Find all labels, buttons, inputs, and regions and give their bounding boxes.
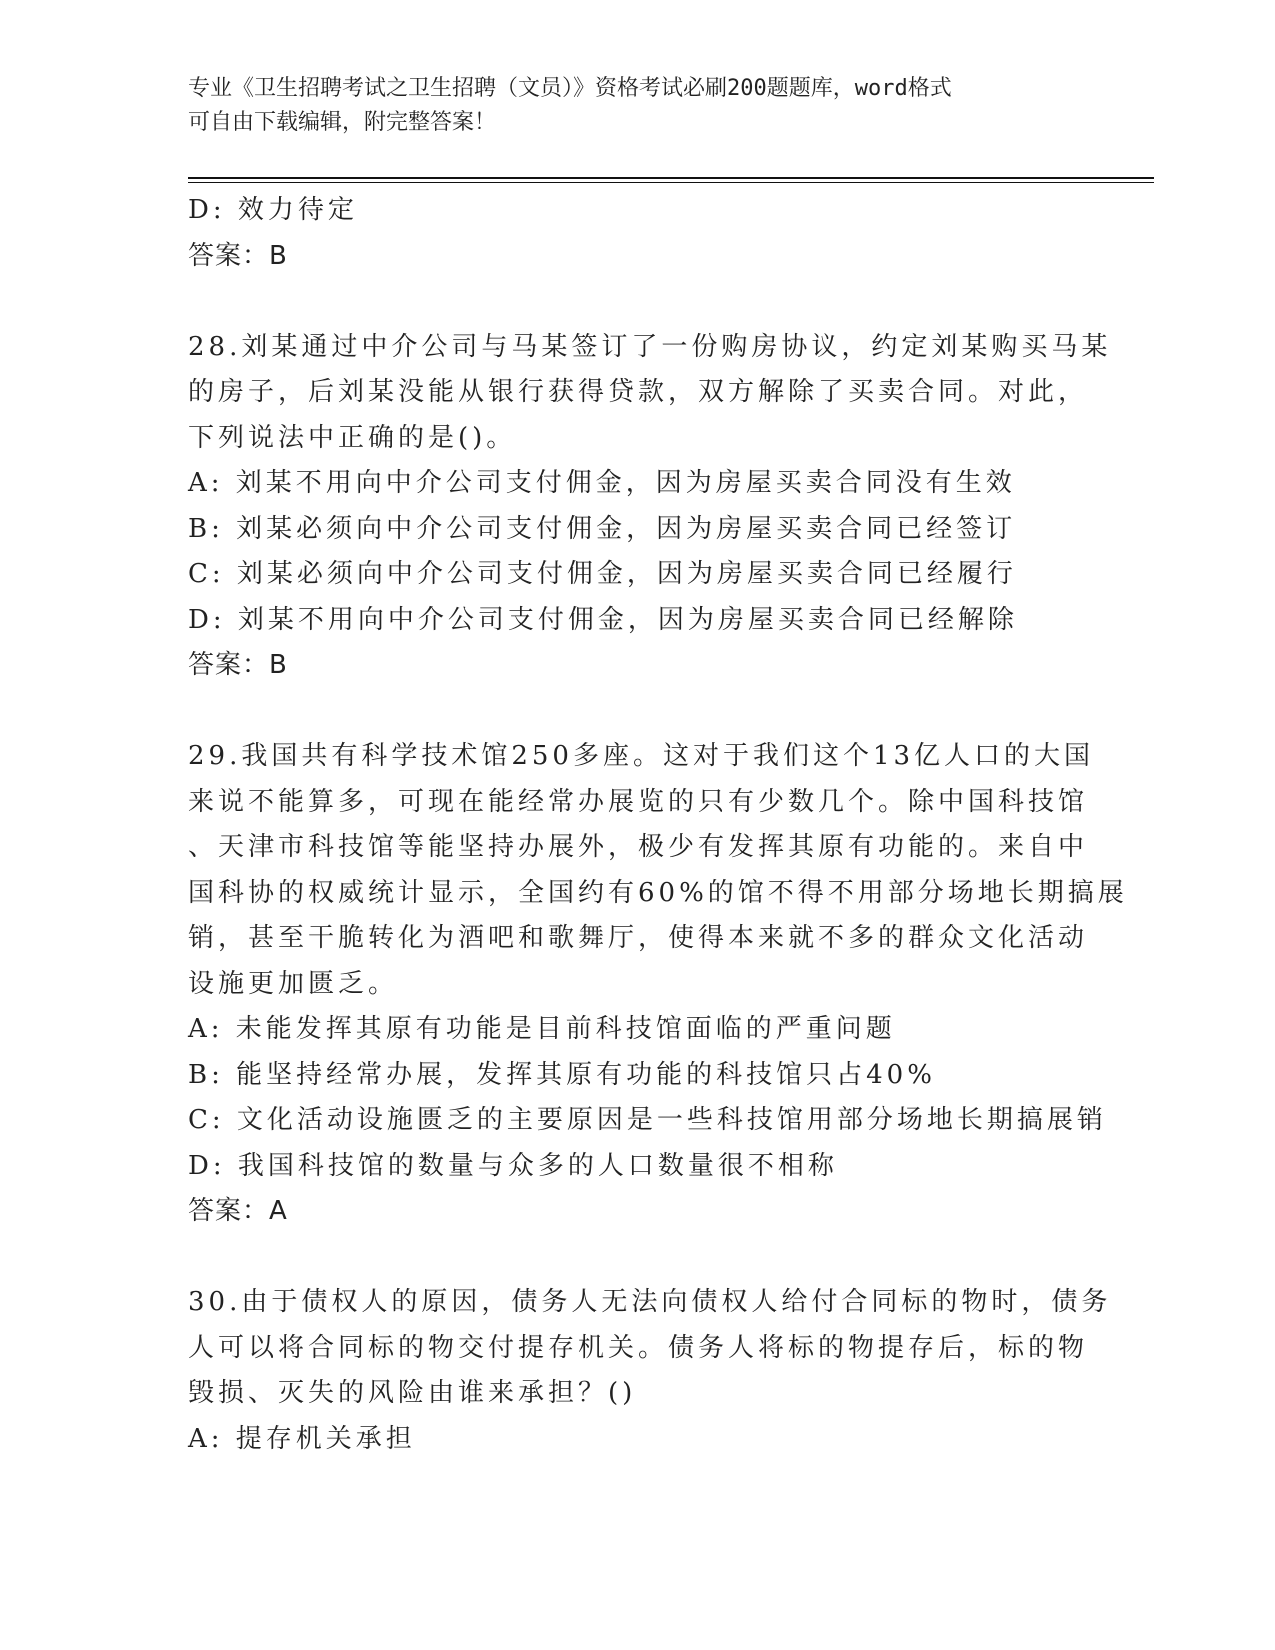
header-line-2: 可自由下载编辑，附完整答案！: [188, 110, 497, 135]
answer-label: 答案：B: [188, 650, 288, 680]
header-line-1: 专业《卫生招聘考试之卫生招聘（文员）》资格考试必刷200题题库，word格式: [188, 76, 952, 101]
question-stem-line: 销，甚至干脆转化为酒吧和歌舞厅，使得本来就不多的群众文化活动: [188, 923, 1089, 953]
spacer: [188, 689, 1088, 735]
question-28: [188, 325, 1112, 689]
answer-label: 答案：B: [188, 240, 288, 271]
question-stem-line: 国科协的权威统计显示，全国约有60%的馆不得不用部分场地长期搞展: [188, 877, 1128, 908]
question-stem-line: 28.刘某通过中介公司与马某签订了一份购房协议，约定刘某购买马某: [188, 331, 1112, 362]
question-27-tail: [188, 188, 1088, 279]
question-stem-line: 、天津市科技馆等能坚持办展外，极少有发挥其原有功能的。来自中: [188, 832, 1089, 862]
document-header: [188, 72, 1068, 140]
question-29: [188, 734, 1128, 1235]
question-stem-line: 下列说法中正确的是()。: [188, 422, 517, 453]
question-stem-line: 29.我国共有科学技术馆250多座。这对于我们这个13亿人口的大国: [188, 741, 1095, 771]
header-divider-thick: [188, 177, 1154, 179]
spacer: [188, 1235, 1088, 1281]
question-stem-line: 人可以将合同标的物交付提存机关。债务人将标的物提存后，标的物: [188, 1332, 1089, 1363]
option-c: C: 刘某必须向中介公司支付佣金，因为房屋买卖合同已经履行: [188, 559, 1017, 589]
option-b: B: 能坚持经常办展，发挥其原有功能的科技馆只占40%: [188, 1059, 936, 1090]
option-a: A: 未能发挥其原有功能是目前科技馆面临的严重问题: [188, 1014, 896, 1044]
question-stem-line: 来说不能算多，可现在能经常办展览的只有少数几个。除中国科技馆: [188, 786, 1089, 817]
option-d: D: 效力待定: [188, 195, 358, 225]
question-stem-line: 的房子，后刘某没能从银行获得贷款，双方解除了买卖合同。对此，: [188, 377, 1089, 407]
spacer: [188, 279, 1088, 325]
question-30: [188, 1280, 1112, 1462]
question-stem-line: 毁损、灭失的风险由谁来承担？(): [188, 1378, 637, 1408]
option-d: D: 刘某不用向中介公司支付佣金，因为房屋买卖合同已经解除: [188, 604, 1018, 635]
document-body: [188, 188, 1128, 1462]
header-divider-thin: [188, 182, 1154, 183]
question-stem-line: 设施更加匮乏。: [188, 968, 399, 999]
option-d: D: 我国科技馆的数量与众多的人口数量很不相称: [188, 1150, 838, 1181]
option-c: C: 文化活动设施匮乏的主要原因是一些科技馆用部分场地长期搞展销: [188, 1105, 1107, 1135]
answer-label: 答案：A: [188, 1196, 288, 1226]
option-a: A: 刘某不用向中介公司支付佣金，因为房屋买卖合同没有生效: [188, 468, 1016, 498]
option-b: B: 刘某必须向中介公司支付佣金，因为房屋买卖合同已经签订: [188, 513, 1017, 544]
option-a: A: 提存机关承担: [188, 1423, 416, 1454]
question-stem-line: 30.由于债权人的原因，债务人无法向债权人给付合同标的物时，债务: [188, 1287, 1112, 1317]
